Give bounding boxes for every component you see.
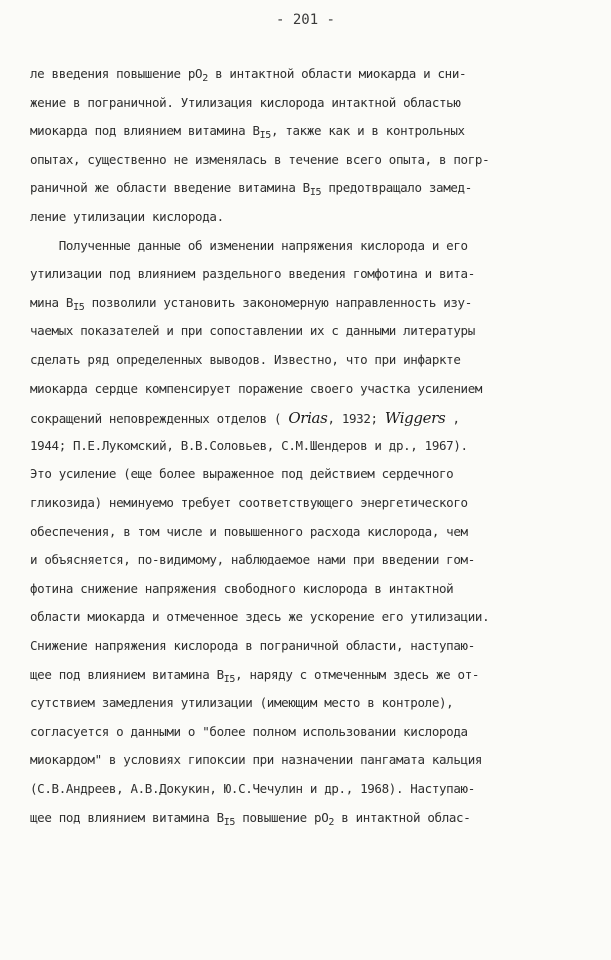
text-run: сокращений неповрежденных отделов ( [30,411,289,427]
text-run: позволили установить закономерную направленность изу- [84,294,472,310]
text-line [30,180,472,199]
text-line [30,524,468,539]
text-run: Полученные данные об изменении напряжения кислорода и его [30,237,468,253]
text-line [30,95,461,110]
text-line [30,781,475,796]
text-run: миокардом" в условиях гипоксии при назначении пангамата кальция [30,752,483,768]
text-run: мина B [30,294,74,310]
text-run: Снижение напряжения кислорода в пограничной области, наступаю- [30,638,475,653]
text-line [30,352,461,367]
text-run: , [445,411,460,427]
text-line [30,581,453,596]
text-run: раничной же области введение витамина B [30,180,310,196]
text-line [30,409,460,427]
text-line [30,238,468,253]
text-run: предотвращало замед- [321,180,472,196]
text-run: , наряду с отмеченным здесь же от- [235,666,480,682]
text-run: ле введения повышение pO [30,66,203,81]
subscript: I5 [223,673,236,685]
text-line [30,266,475,281]
text-line [30,152,489,167]
text-run: сутствием замедления утилизации (имеющим место в контроле), [30,695,454,711]
subscript: 2 [202,73,208,84]
page-number: - 201 - [275,12,335,28]
text-run: утилизации под влиянием раздельного введения гомфотина и вита- [30,266,475,282]
subscript: 2 [328,816,335,828]
text-run: повышение pO [235,809,329,825]
handwritten-name: Wiggers [384,409,446,428]
text-run: сделать ряд определенных выводов. Известно, что при инфаркте [30,352,461,367]
text-run: 1944; П.Е.Лукомский, В.В.Соловьев, С.М.Шендеров и др., 1967). [30,437,468,453]
handwritten-name: Orias [288,409,328,428]
text-line [30,809,471,828]
text-line [30,66,467,84]
text-run: миокарда под влиянием витамина B [30,123,260,139]
text-line [30,438,468,453]
text-run: щее под влиянием витамина B [30,809,224,825]
text-line [30,495,468,510]
text-run: гликозида) неминуемо требует соответствующего энергетического [30,495,468,510]
text-run: опытах, существенно не изменялась в течение всего опыта, в погр- [30,151,490,167]
text-run: в интактной облас- [334,809,471,825]
text-run: ление утилизации кислорода. [30,209,224,224]
text-line [30,466,453,481]
text-run: жение в пограничной. Утилизация кислорода интактной областью [30,94,461,110]
text-line [30,695,453,710]
text-run: и объясняется, по-видимому, наблюдаемое нами при введении гом- [30,552,475,568]
text-line [30,294,472,313]
text-run: в интактной области миокарда и сни- [207,66,467,81]
text-run: миокарда сердце компенсирует поражение своего участка усилением [30,380,483,396]
text-run: (С.В.Андреев, А.В.Докукин, Ю.С.Чечулин и др., 1968). Наступаю- [30,781,475,796]
text-run: , также как и в контрольных [270,123,465,139]
text-run: обеспечения, в том числе и повышенного расхода кислорода, чем [30,523,468,539]
text-line [30,666,480,685]
text-run: области миокарда и отмеченное здесь же ускорение его утилизации. [30,609,490,625]
text-run: фотина снижение напряжения свободного кислорода в интактной [30,580,454,596]
text-run: согласуется о данными о "более полном использовании кислорода [30,723,468,739]
subscript: I5 [223,816,236,828]
text-line [30,638,475,653]
subscript: I5 [73,301,85,313]
text-run: щее под влиянием витамина B [30,666,224,682]
text-line [30,381,482,396]
subscript: I5 [309,187,322,199]
text-line [30,323,475,338]
text-run: Это усиление (еще более выраженное под действием сердечного [30,466,454,482]
text-run: , 1932; [327,411,385,427]
text-run: чаемых показателей и при сопоставлении их с данными литературы [30,323,475,339]
text-line [30,752,482,767]
text-line [30,209,224,224]
text-line [30,724,468,739]
text-line [30,609,489,624]
subscript: I5 [259,130,271,142]
text-line [30,552,475,567]
text-line [30,123,465,142]
